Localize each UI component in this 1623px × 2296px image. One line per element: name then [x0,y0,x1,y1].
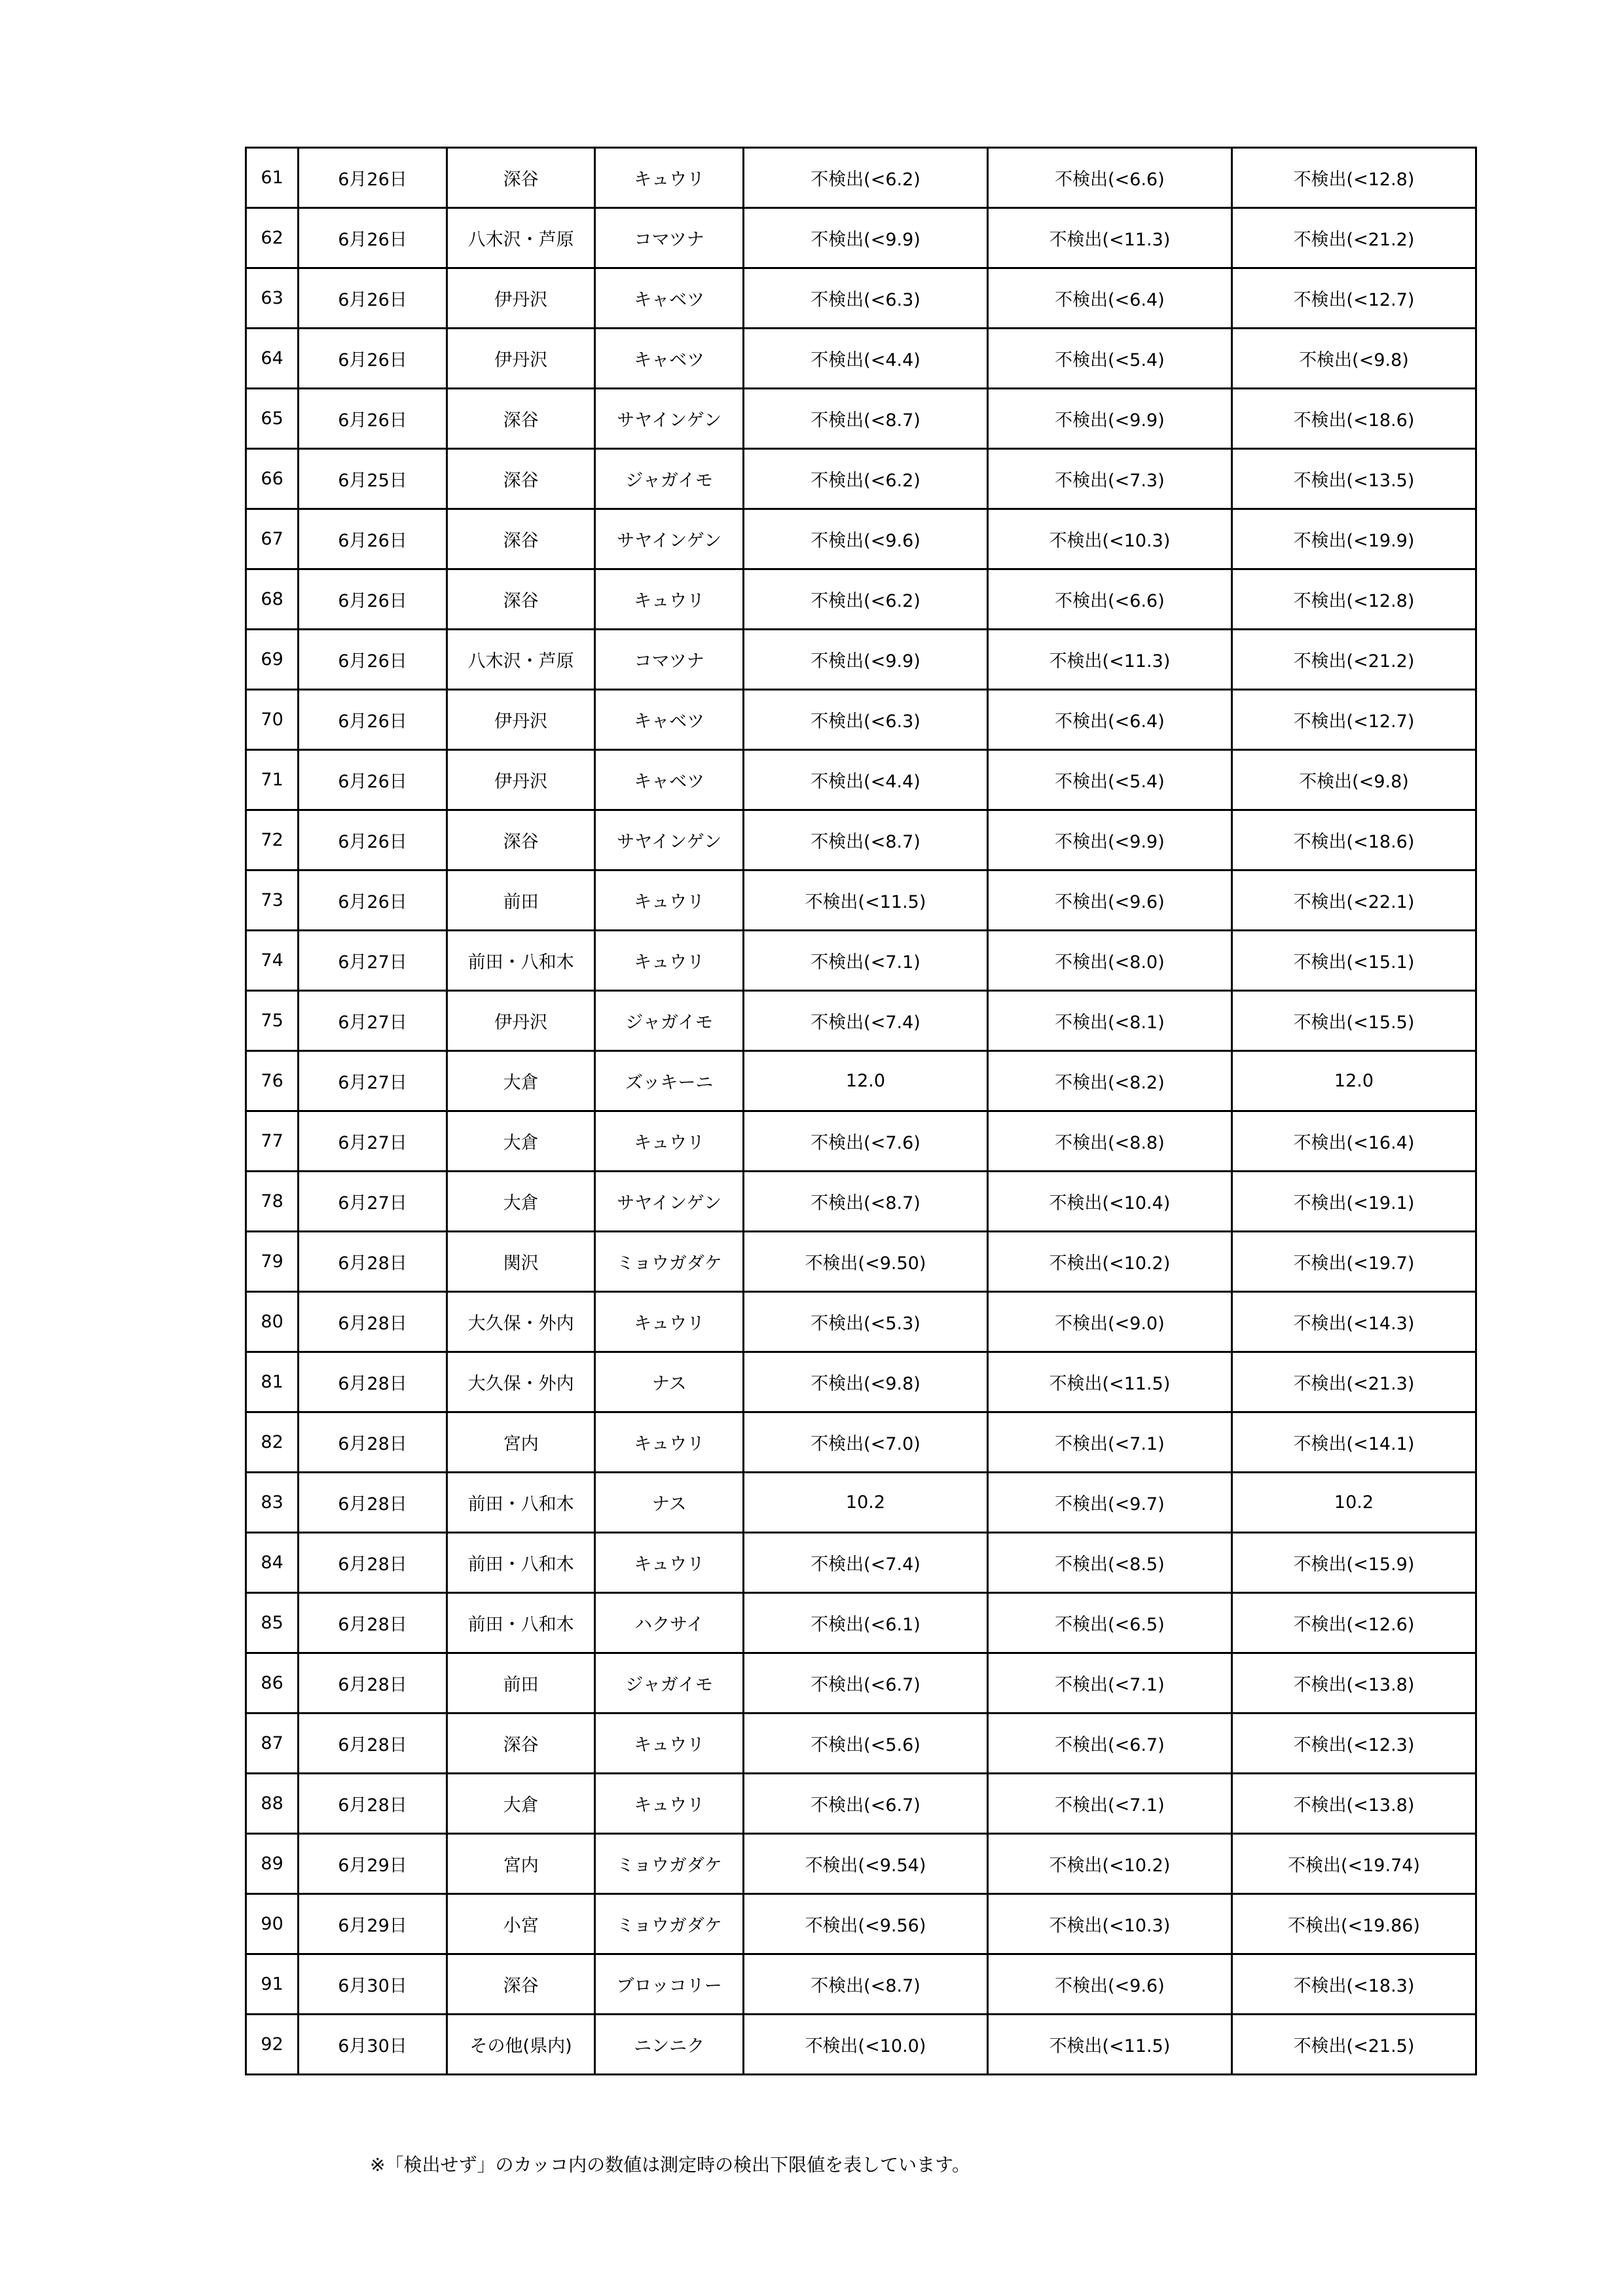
area-cell: 伊丹沢 [447,329,595,389]
table-row [246,509,1476,569]
table-row [246,208,1476,268]
value-1-cell: 不検出(<6.2) [743,148,987,208]
value-3-cell: 不検出(<13.8) [1231,1653,1476,1713]
date-cell: 6月30日 [299,1954,447,2015]
value-1-cell: 不検出(<7.4) [743,991,987,1051]
row-number-cell: 84 [246,1533,299,1593]
table-row [246,630,1476,690]
row-number-cell: 77 [246,1111,299,1172]
area-cell: 前田・八和木 [447,931,595,991]
date-cell: 6月28日 [299,1774,447,1834]
item-cell: キュウリ [595,1713,744,1774]
value-3-cell: 不検出(<19.9) [1231,509,1476,569]
item-cell: コマツナ [595,208,744,268]
value-2-cell: 不検出(<7.1) [987,1412,1231,1473]
value-3-cell: 不検出(<16.4) [1231,1111,1476,1172]
value-3-cell: 不検出(<15.5) [1231,991,1476,1051]
value-3-cell: 10.2 [1231,1473,1476,1533]
value-3-cell: 不検出(<12.3) [1231,1713,1476,1774]
table-row [246,870,1476,931]
date-cell: 6月29日 [299,1894,447,1954]
area-cell: 深谷 [447,1954,595,2015]
item-cell: サヤインゲン [595,810,744,870]
row-number-cell: 61 [246,148,299,208]
table-row [246,810,1476,870]
value-2-cell: 不検出(<6.6) [987,569,1231,630]
value-3-cell: 不検出(<9.8) [1231,329,1476,389]
row-number-cell: 91 [246,1954,299,2015]
item-cell: サヤインゲン [595,389,744,449]
table-row [246,1292,1476,1352]
area-cell: 宮内 [447,1412,595,1473]
value-3-cell: 不検出(<9.8) [1231,750,1476,810]
date-cell: 6月28日 [299,1533,447,1593]
area-cell: 八木沢・芦原 [447,208,595,268]
area-cell: 深谷 [447,509,595,569]
date-cell: 6月28日 [299,1412,447,1473]
row-number-cell: 70 [246,690,299,750]
date-cell: 6月26日 [299,389,447,449]
row-number-cell: 87 [246,1713,299,1774]
date-cell: 6月26日 [299,569,447,630]
area-cell: 深谷 [447,449,595,509]
item-cell: ミョウガダケ [595,1894,744,1954]
table-row [246,1232,1476,1292]
row-number-cell: 67 [246,509,299,569]
value-2-cell: 不検出(<10.3) [987,1894,1231,1954]
value-2-cell: 不検出(<7.1) [987,1774,1231,1834]
row-number-cell: 92 [246,2015,299,2075]
row-number-cell: 62 [246,208,299,268]
date-cell: 6月28日 [299,1593,447,1653]
area-cell: 前田 [447,1653,595,1713]
value-1-cell: 不検出(<4.4) [743,750,987,810]
value-3-cell: 不検出(<18.6) [1231,389,1476,449]
area-cell: 小宮 [447,1894,595,1954]
value-3-cell: 不検出(<19.86) [1231,1894,1476,1954]
row-number-cell: 75 [246,991,299,1051]
table-row [246,991,1476,1051]
value-2-cell: 不検出(<6.7) [987,1713,1231,1774]
item-cell: サヤインゲン [595,1172,744,1232]
value-1-cell: 不検出(<9.56) [743,1894,987,1954]
table-row [246,2015,1476,2075]
value-3-cell: 不検出(<21.2) [1231,630,1476,690]
row-number-cell: 69 [246,630,299,690]
value-2-cell: 不検出(<6.4) [987,690,1231,750]
table-row [246,1954,1476,2015]
table-row [246,1172,1476,1232]
row-number-cell: 88 [246,1774,299,1834]
value-1-cell: 不検出(<8.7) [743,810,987,870]
date-cell: 6月27日 [299,991,447,1051]
table-row [246,690,1476,750]
value-2-cell: 不検出(<9.6) [987,870,1231,931]
item-cell: キュウリ [595,569,744,630]
date-cell: 6月25日 [299,449,447,509]
table-row [246,1051,1476,1111]
item-cell: キュウリ [595,1774,744,1834]
footnote: ※「検出せず」のカッコ内の数値は測定時の検出下限値を表しています。 [370,2154,970,2176]
value-2-cell: 不検出(<9.0) [987,1292,1231,1352]
value-1-cell: 不検出(<6.7) [743,1774,987,1834]
value-2-cell: 不検出(<11.3) [987,208,1231,268]
table-row [246,931,1476,991]
item-cell: ブロッコリー [595,1954,744,2015]
table-row [246,1713,1476,1774]
table-row [246,1774,1476,1834]
item-cell: キャベツ [595,268,744,329]
date-cell: 6月26日 [299,208,447,268]
row-number-cell: 71 [246,750,299,810]
item-cell: キャベツ [595,690,744,750]
table-row [246,389,1476,449]
item-cell: ハクサイ [595,1593,744,1653]
value-2-cell: 不検出(<8.1) [987,991,1231,1051]
value-3-cell: 不検出(<12.8) [1231,569,1476,630]
value-3-cell: 不検出(<15.1) [1231,931,1476,991]
date-cell: 6月26日 [299,268,447,329]
value-3-cell: 不検出(<21.3) [1231,1352,1476,1412]
area-cell: 大倉 [447,1111,595,1172]
value-1-cell: 不検出(<9.54) [743,1834,987,1894]
area-cell: 深谷 [447,810,595,870]
table-row [246,268,1476,329]
value-3-cell: 不検出(<19.74) [1231,1834,1476,1894]
date-cell: 6月26日 [299,870,447,931]
value-2-cell: 不検出(<9.6) [987,1954,1231,2015]
table-row [246,1834,1476,1894]
item-cell: ナス [595,1473,744,1533]
value-1-cell: 不検出(<6.3) [743,690,987,750]
row-number-cell: 79 [246,1232,299,1292]
row-number-cell: 80 [246,1292,299,1352]
item-cell: キュウリ [595,148,744,208]
row-number-cell: 82 [246,1412,299,1473]
area-cell: 宮内 [447,1834,595,1894]
value-3-cell: 不検出(<12.7) [1231,690,1476,750]
area-cell: 関沢 [447,1232,595,1292]
date-cell: 6月30日 [299,2015,447,2075]
date-cell: 6月26日 [299,148,447,208]
value-2-cell: 不検出(<9.7) [987,1473,1231,1533]
value-2-cell: 不検出(<9.9) [987,389,1231,449]
value-3-cell: 12.0 [1231,1051,1476,1111]
value-2-cell: 不検出(<6.6) [987,148,1231,208]
item-cell: キャベツ [595,750,744,810]
area-cell: 深谷 [447,148,595,208]
value-2-cell: 不検出(<10.2) [987,1232,1231,1292]
area-cell: 伊丹沢 [447,690,595,750]
row-number-cell: 86 [246,1653,299,1713]
table-body [246,148,1476,2075]
value-3-cell: 不検出(<18.6) [1231,810,1476,870]
area-cell: 前田・八和木 [447,1533,595,1593]
row-number-cell: 78 [246,1172,299,1232]
value-3-cell: 不検出(<21.2) [1231,208,1476,268]
area-cell: 深谷 [447,569,595,630]
value-2-cell: 不検出(<6.4) [987,268,1231,329]
value-1-cell: 不検出(<9.6) [743,509,987,569]
value-2-cell: 不検出(<11.5) [987,1352,1231,1412]
row-number-cell: 63 [246,268,299,329]
row-number-cell: 83 [246,1473,299,1533]
value-1-cell: 不検出(<6.7) [743,1653,987,1713]
value-3-cell: 不検出(<15.9) [1231,1533,1476,1593]
area-cell: 前田 [447,870,595,931]
row-number-cell: 68 [246,569,299,630]
row-number-cell: 76 [246,1051,299,1111]
value-3-cell: 不検出(<13.8) [1231,1774,1476,1834]
item-cell: キュウリ [595,1533,744,1593]
date-cell: 6月26日 [299,329,447,389]
value-1-cell: 不検出(<10.0) [743,2015,987,2075]
value-2-cell: 不検出(<6.5) [987,1593,1231,1653]
value-1-cell: 不検出(<6.3) [743,268,987,329]
table-row [246,1593,1476,1653]
value-1-cell: 不検出(<6.1) [743,1593,987,1653]
area-cell: 深谷 [447,1713,595,1774]
value-3-cell: 不検出(<19.1) [1231,1172,1476,1232]
value-3-cell: 不検出(<14.1) [1231,1412,1476,1473]
row-number-cell: 65 [246,389,299,449]
value-2-cell: 不検出(<9.9) [987,810,1231,870]
table-row [246,1894,1476,1954]
value-3-cell: 不検出(<19.7) [1231,1232,1476,1292]
item-cell: キュウリ [595,1412,744,1473]
item-cell: ナス [595,1352,744,1412]
row-number-cell: 85 [246,1593,299,1653]
item-cell: ズッキーニ [595,1051,744,1111]
area-cell: 深谷 [447,389,595,449]
value-1-cell: 不検出(<8.7) [743,1172,987,1232]
date-cell: 6月27日 [299,931,447,991]
value-2-cell: 不検出(<7.3) [987,449,1231,509]
row-number-cell: 89 [246,1834,299,1894]
date-cell: 6月26日 [299,750,447,810]
value-1-cell: 不検出(<9.8) [743,1352,987,1412]
date-cell: 6月28日 [299,1473,447,1533]
value-1-cell: 不検出(<7.6) [743,1111,987,1172]
item-cell: ジャガイモ [595,991,744,1051]
area-cell: 伊丹沢 [447,991,595,1051]
value-1-cell: 不検出(<7.1) [743,931,987,991]
value-2-cell: 不検出(<7.1) [987,1653,1231,1713]
value-1-cell: 不検出(<11.5) [743,870,987,931]
table-row [246,569,1476,630]
date-cell: 6月28日 [299,1352,447,1412]
table-row [246,148,1476,208]
value-2-cell: 不検出(<5.4) [987,750,1231,810]
value-2-cell: 不検出(<11.3) [987,630,1231,690]
date-cell: 6月26日 [299,509,447,569]
area-cell: 伊丹沢 [447,750,595,810]
value-1-cell: 不検出(<8.7) [743,1954,987,2015]
row-number-cell: 74 [246,931,299,991]
row-number-cell: 81 [246,1352,299,1412]
table-row [246,329,1476,389]
item-cell: ニンニク [595,2015,744,2075]
area-cell: 前田・八和木 [447,1593,595,1653]
value-1-cell: 10.2 [743,1473,987,1533]
item-cell: キャベツ [595,329,744,389]
row-number-cell: 66 [246,449,299,509]
value-1-cell: 不検出(<5.6) [743,1713,987,1774]
table-row [246,1533,1476,1593]
item-cell: キュウリ [595,931,744,991]
table-row [246,449,1476,509]
item-cell: キュウリ [595,1111,744,1172]
area-cell: 大倉 [447,1172,595,1232]
table-row [246,1653,1476,1713]
date-cell: 6月26日 [299,630,447,690]
date-cell: 6月26日 [299,810,447,870]
date-cell: 6月27日 [299,1172,447,1232]
area-cell: 前田・八和木 [447,1473,595,1533]
results-table [245,147,1477,2075]
item-cell: ミョウガダケ [595,1232,744,1292]
value-1-cell: 不検出(<5.3) [743,1292,987,1352]
value-2-cell: 不検出(<8.0) [987,931,1231,991]
value-2-cell: 不検出(<8.2) [987,1051,1231,1111]
row-number-cell: 64 [246,329,299,389]
area-cell: 大久保・外内 [447,1292,595,1352]
value-2-cell: 不検出(<8.8) [987,1111,1231,1172]
value-2-cell: 不検出(<5.4) [987,329,1231,389]
table-row [246,750,1476,810]
value-2-cell: 不検出(<10.4) [987,1172,1231,1232]
value-3-cell: 不検出(<13.5) [1231,449,1476,509]
area-cell: 大久保・外内 [447,1352,595,1412]
table-row [246,1352,1476,1412]
date-cell: 6月29日 [299,1834,447,1894]
date-cell: 6月27日 [299,1111,447,1172]
item-cell: ミョウガダケ [595,1834,744,1894]
value-1-cell: 不検出(<7.4) [743,1533,987,1593]
date-cell: 6月28日 [299,1653,447,1713]
row-number-cell: 72 [246,810,299,870]
value-1-cell: 不検出(<8.7) [743,389,987,449]
value-3-cell: 不検出(<12.6) [1231,1593,1476,1653]
date-cell: 6月28日 [299,1713,447,1774]
table-row [246,1473,1476,1533]
table-row [246,1111,1476,1172]
value-1-cell: 不検出(<7.0) [743,1412,987,1473]
date-cell: 6月28日 [299,1292,447,1352]
table-row [246,1412,1476,1473]
value-3-cell: 不検出(<14.3) [1231,1292,1476,1352]
value-3-cell: 不検出(<12.7) [1231,268,1476,329]
item-cell: ジャガイモ [595,449,744,509]
value-2-cell: 不検出(<10.2) [987,1834,1231,1894]
item-cell: キュウリ [595,870,744,931]
value-3-cell: 不検出(<12.8) [1231,148,1476,208]
date-cell: 6月27日 [299,1051,447,1111]
item-cell: ジャガイモ [595,1653,744,1713]
value-1-cell: 不検出(<4.4) [743,329,987,389]
area-cell: 大倉 [447,1774,595,1834]
value-2-cell: 不検出(<8.5) [987,1533,1231,1593]
item-cell: コマツナ [595,630,744,690]
value-1-cell: 不検出(<9.9) [743,208,987,268]
value-3-cell: 不検出(<22.1) [1231,870,1476,931]
date-cell: 6月28日 [299,1232,447,1292]
value-3-cell: 不検出(<21.5) [1231,2015,1476,2075]
value-1-cell: 不検出(<6.2) [743,449,987,509]
row-number-cell: 73 [246,870,299,931]
value-1-cell: 12.0 [743,1051,987,1111]
value-1-cell: 不検出(<9.9) [743,630,987,690]
area-cell: 伊丹沢 [447,268,595,329]
value-1-cell: 不検出(<6.2) [743,569,987,630]
item-cell: キュウリ [595,1292,744,1352]
value-3-cell: 不検出(<18.3) [1231,1954,1476,2015]
value-2-cell: 不検出(<11.5) [987,2015,1231,2075]
date-cell: 6月26日 [299,690,447,750]
row-number-cell: 90 [246,1894,299,1954]
area-cell: その他(県内) [447,2015,595,2075]
value-1-cell: 不検出(<9.50) [743,1232,987,1292]
area-cell: 八木沢・芦原 [447,630,595,690]
item-cell: サヤインゲン [595,509,744,569]
value-2-cell: 不検出(<10.3) [987,509,1231,569]
area-cell: 大倉 [447,1051,595,1111]
